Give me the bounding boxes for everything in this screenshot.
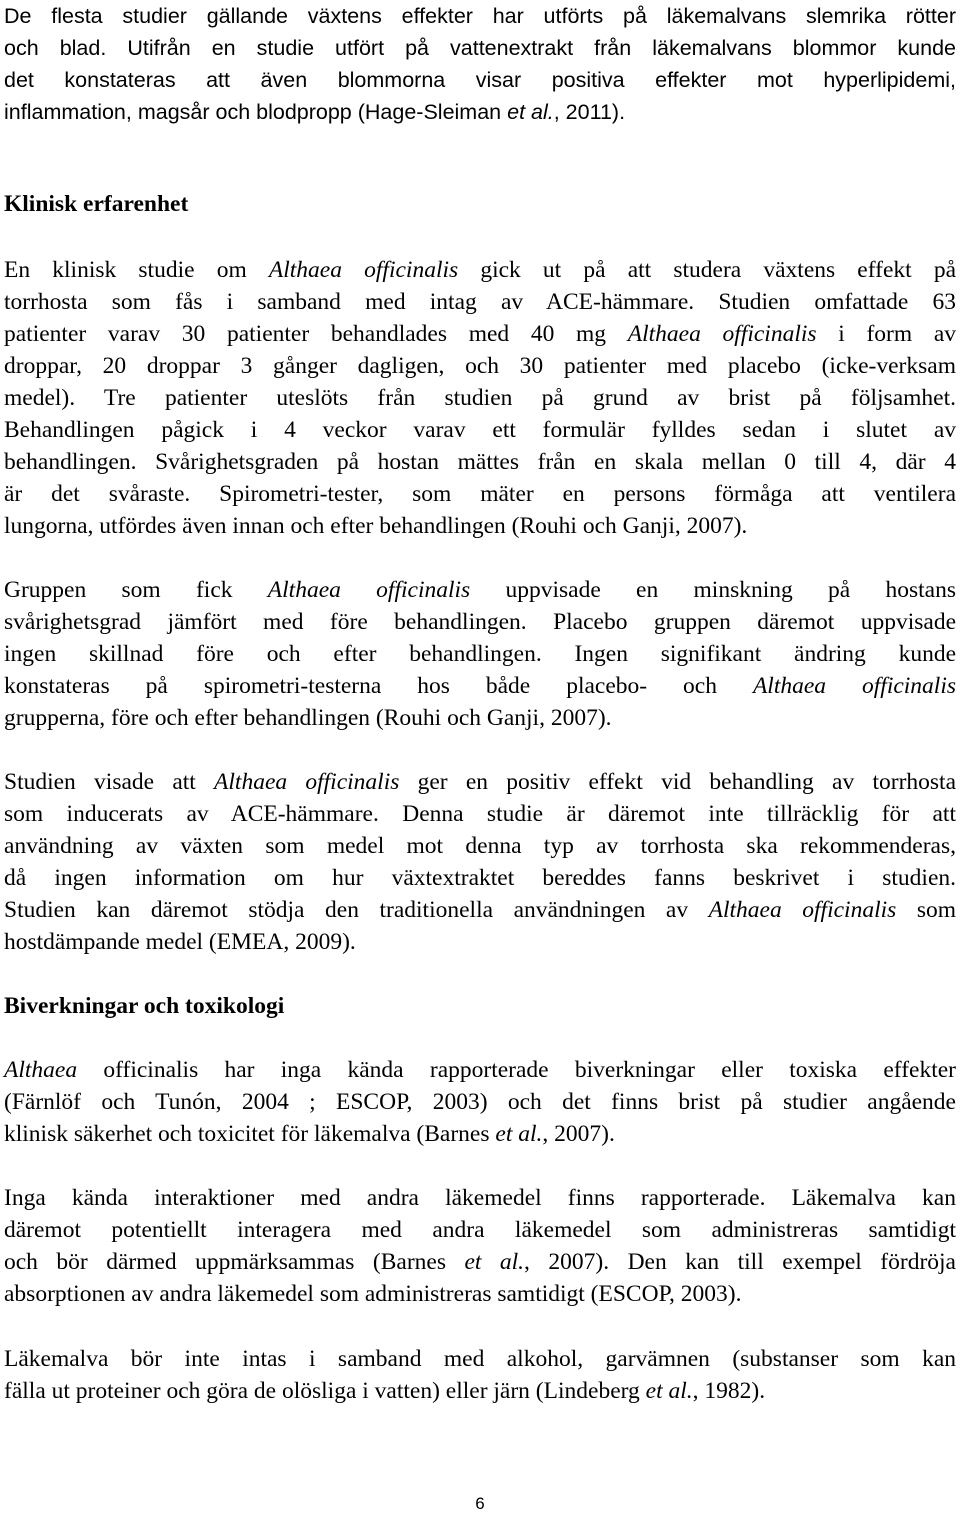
s1p3-line-6: hostdämpande medel (EMEA, 2009). — [4, 929, 356, 955]
s1p2-line-5: grupperna, före och efter behandlingen (Rouhi och Ganji, 2007). — [4, 705, 612, 731]
section2-paragraph-3 — [4, 1343, 956, 1407]
s2p1-line-1: Althaea officinalis har inga kända rapporterade biverkningar eller toxiska effekter — [4, 1057, 956, 1083]
s1p2-line-3: ingen skillnad före och efter behandlingen. Ingen signifikant ändring kunde — [4, 641, 956, 667]
s1p1-line-3: patienter varav 30 patienter behandlades med 40 mg Althaea officinalis i form av — [4, 321, 957, 347]
section-heading-klinisk-erfarenhet: Klinisk erfarenhet — [4, 191, 189, 217]
page-number: 6 — [475, 1494, 485, 1513]
s1p1-line-2: torrhosta som fås i samband med intag av ACE-hämmare. Studien omfattade 63 — [4, 289, 956, 315]
s2p2-line-1: Inga kända interaktioner med andra läkemedel finns rapporterade. Läkemalva kan — [4, 1185, 956, 1211]
s2p2-line-3: och bör därmed uppmärksammas (Barnes et al., 2007). Den kan till exempel fördröja — [4, 1249, 956, 1275]
s2p2-line-2: däremot potentiellt interagera med andra läkemedel som administreras samtidigt — [4, 1217, 956, 1243]
s1p2-line-1: Gruppen som fick Althaea officinalis uppvisade en minskning på hostans — [4, 577, 956, 603]
s1p2-line-2: svårighetsgrad jämfört med före behandlingen. Placebo gruppen däremot uppvisade — [4, 609, 956, 635]
intro-line-3: det konstateras att även blommorna visar positiva effekter mot hyperlipidemi, — [4, 68, 956, 92]
intro-paragraph — [4, 0, 956, 128]
s2p2-line-4: absorptionen av andra läkemedel som administreras samtidigt (ESCOP, 2003). — [4, 1281, 742, 1307]
s1p1-line-5: medel). Tre patienter uteslöts från studien på grund av brist på följsamhet. — [4, 385, 956, 411]
s1p3-line-2: som inducerats av ACE-hämmare. Denna studie är däremot inte tillräcklig för att — [4, 801, 956, 827]
s2p1-line-2: (Färnlöf och Tunón, 2004 ; ESCOP, 2003) och det finns brist på studier angående — [4, 1089, 956, 1115]
s1p3-line-3: användning av växten som medel mot denna typ av torrhosta ska rekommenderas, — [4, 833, 956, 859]
s2p1-line-3: klinisk säkerhet och toxicitet för läkemalva (Barnes et al., 2007). — [4, 1121, 615, 1147]
s1p3-line-5: Studien kan däremot stödja den traditionella användningen av Althaea officinalis som — [4, 897, 956, 923]
section2-paragraph-1 — [4, 1054, 956, 1150]
s1p1-line-1: En klinisk studie om Althaea officinalis gick ut på att studera växtens effekt på — [4, 257, 957, 283]
section1-paragraph-1 — [4, 254, 956, 542]
s1p2-line-4: konstateras på spirometri-testerna hos både placebo- och Althaea officinalis — [4, 673, 957, 699]
s1p1-line-7: behandlingen. Svårighetsgraden på hostan mättes från en skala mellan 0 till 4, där 4 — [4, 449, 956, 475]
s1p1-line-6: Behandlingen pågick i 4 veckor varav ett formulär fylldes sedan i slutet av — [4, 417, 956, 443]
section1-paragraph-2 — [4, 574, 956, 734]
section2-paragraph-2 — [4, 1182, 956, 1310]
s1p3-line-4: då ingen information om hur växtextraktet bereddes fanns beskrivet i studien. — [4, 865, 956, 891]
intro-line-2: och blad. Utifrån en studie utfört på vattenextrakt från läkemalvans blommor kunde — [4, 36, 956, 60]
s1p1-line-9: lungorna, utfördes även innan och efter behandlingen (Rouhi och Ganji, 2007). — [4, 513, 748, 539]
s1p3-line-1: Studien visade att Althaea officinalis ger en positiv effekt vid behandling av torrhosta — [4, 769, 956, 795]
s2p3-line-1: Läkemalva bör inte intas i samband med alkohol, garvämnen (substanser som kan — [4, 1346, 956, 1372]
intro-line-4: inflammation, magsår och blodpropp (Hage-Sleiman et al., 2011). — [4, 100, 626, 124]
section1-paragraph-3 — [4, 766, 956, 958]
section-heading-biverkningar: Biverkningar och toxikologi — [4, 993, 285, 1019]
s1p1-line-8: är det svåraste. Spirometri-tester, som mäter en persons förmåga att ventilera — [4, 481, 956, 507]
s1p1-line-4: droppar, 20 droppar 3 gånger dagligen, och 30 patienter med placebo (icke-verksam — [4, 353, 956, 379]
intro-line-1: De flesta studier gällande växtens effekter har utförts på läkemalvans slemrika rötter — [4, 4, 956, 28]
s2p3-line-2: fälla ut proteiner och göra de olösliga i vatten) eller järn (Lindeberg et al., 1982). — [4, 1378, 766, 1404]
